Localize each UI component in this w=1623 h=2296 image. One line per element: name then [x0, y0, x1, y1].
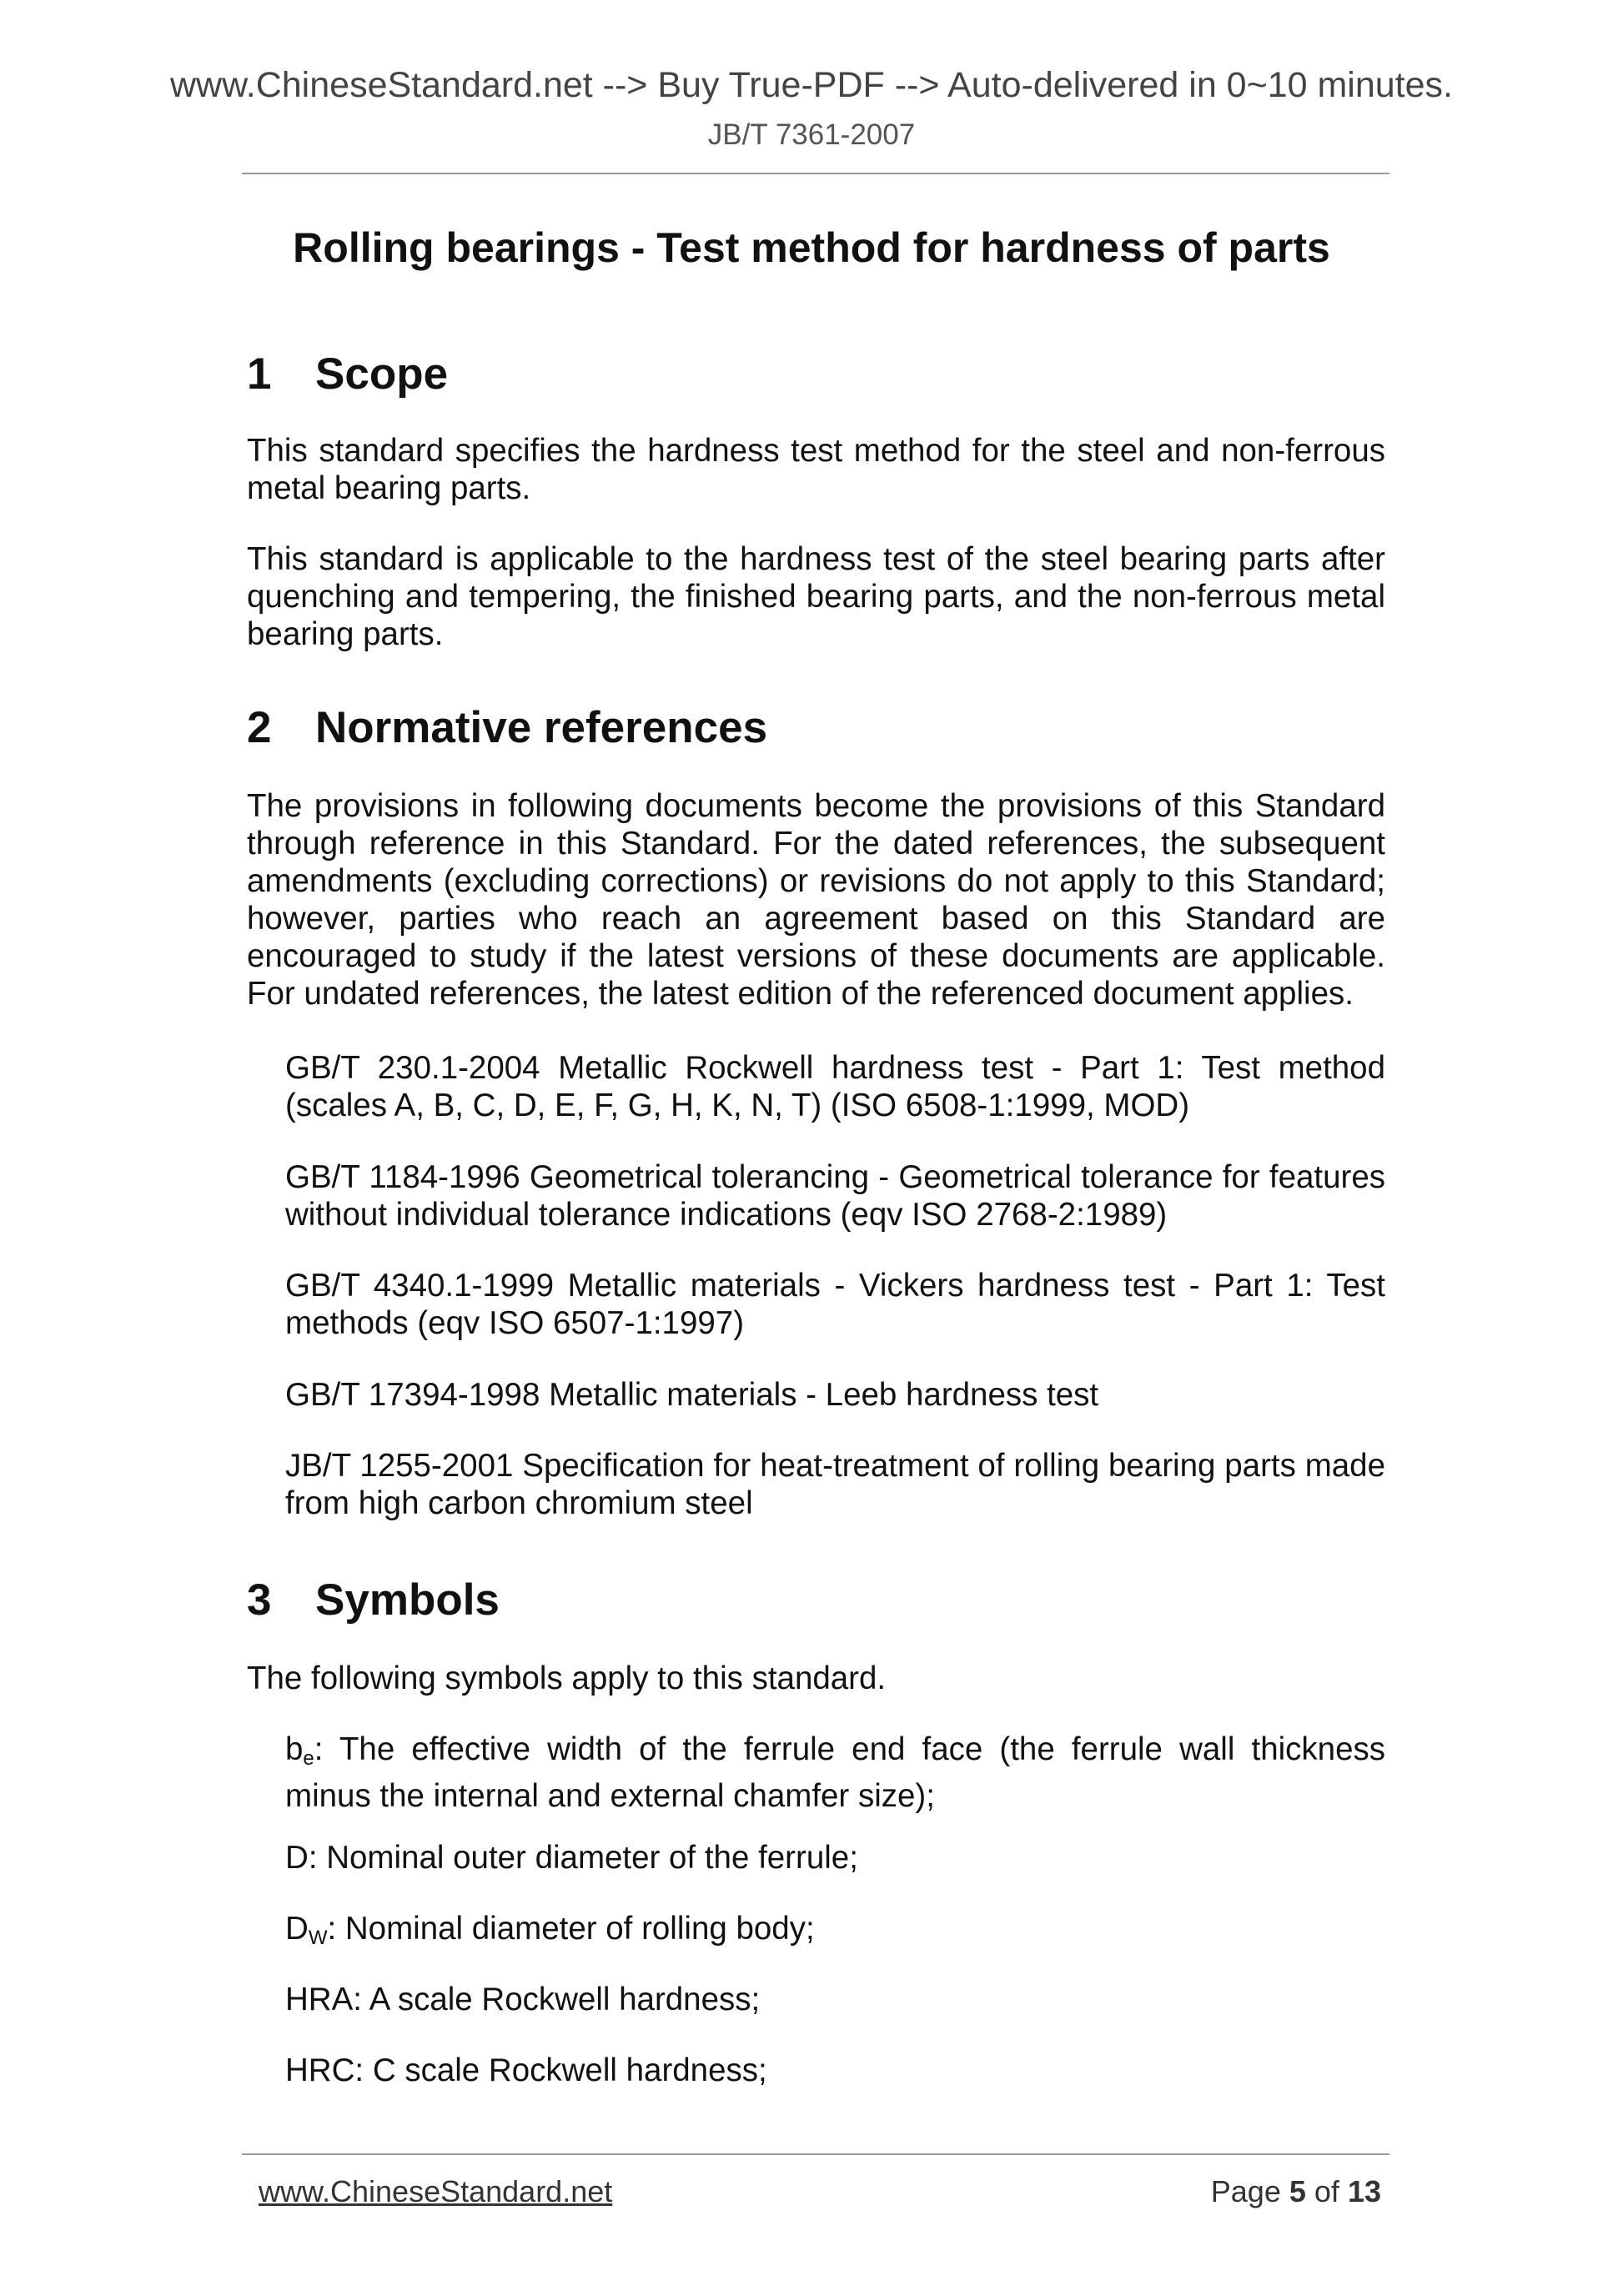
footer-website-link[interactable]: www.ChineseStandard.net [259, 2174, 613, 2208]
page-number [1211, 2174, 1381, 2209]
reference-item: GB/T 17394-1998 Metallic materials - Leeb hardness test [285, 1377, 1099, 1413]
paragraph: The provisions in following documents become the provisions of this Standard through reference in this Standard. For the dated references, the subsequent amendments (excluding corrections) or revisions do not apply to this Standard; however, parties who reach an agreement based on this Standard are encouraged to study if the latest versions of these documents are applicable. For undated references, the latest edition of the referenced document applies. [247, 788, 1385, 1012]
symbol-text: : A scale Rockwell hardness; [353, 1982, 761, 2017]
paragraph: This standard is applicable to the hardness test of the steel bearing parts after quenching and tempering, the finished bearing parts, and the non-ferrous metal bearing parts. [247, 541, 1385, 652]
symbol-definition [285, 1839, 1385, 1886]
paragraph: This standard specifies the hardness test method for the steel and non-ferrous metal bearing parts. [247, 433, 1385, 506]
symbol-base: HRC [285, 2052, 355, 2088]
document-title: Rolling bearings - Test method for hardness of parts [293, 224, 1330, 271]
symbol-base: HRA [285, 1982, 354, 2017]
reference-item: GB/T 230.1-2004 Metallic Rockwell hardness test - Part 1: Test method (scales A, B, C, D, E, F, G, H, K, N, T) (ISO 6508-1:1999, MOD) [285, 1050, 1385, 1123]
header-standard-code: JB/T 7361-2007 [707, 118, 916, 151]
section-number: 2 [247, 703, 272, 752]
symbol-subscript: e [303, 1747, 314, 1770]
symbol-subscript: W [308, 1927, 328, 1949]
symbol-text: : C scale Rockwell hardness; [354, 2052, 767, 2088]
header-banner: www.ChineseStandard.net --> Buy True-PDF --> Auto-delivered in 0~10 minutes. [169, 65, 1453, 105]
symbol-definition [285, 1981, 1385, 2027]
page-current: 5 [1289, 2174, 1306, 2208]
symbol-definition [285, 2052, 1385, 2098]
reference-item: JB/T 1255-2001 Specification for heat-treatment of rolling bearing parts made from high carbon chromium steel [285, 1448, 1385, 1521]
page-word: Page [1210, 2174, 1281, 2208]
symbol-base: b [285, 1731, 304, 1767]
section-title: Scope [315, 349, 449, 399]
section-title: Normative references [315, 703, 768, 752]
symbol-definition [285, 1910, 1385, 1957]
section-heading-normative-references [247, 702, 767, 753]
page-total: 13 [1347, 2174, 1381, 2208]
header-divider [242, 173, 1389, 174]
footer-divider [242, 2153, 1389, 2155]
section-number: 1 [247, 349, 272, 399]
symbol-base: D [285, 1840, 309, 1876]
symbol-text: : The effective width of the ferrule end face (the ferrule wall thickness minus the internal and external chamfer size); [285, 1731, 1385, 1814]
reference-item: GB/T 1184-1996 Geometrical tolerancing - Geometrical tolerance for features without individual tolerance indications (eqv ISO 2768-2:1989) [285, 1159, 1385, 1233]
symbol-base: D [285, 1911, 309, 1947]
symbol-definition [285, 1731, 1385, 1815]
symbol-text: : Nominal outer diameter of the ferrule; [308, 1840, 858, 1876]
paragraph: The following symbols apply to this standard. [247, 1660, 887, 1696]
section-heading-symbols [247, 1575, 500, 1625]
section-heading-scope [247, 349, 448, 399]
section-title: Symbols [315, 1575, 500, 1625]
page-of: of [1314, 2174, 1339, 2208]
reference-item: GB/T 4340.1-1999 Metallic materials - Vickers hardness test - Part 1: Test methods (eqv ISO 6507-1:1997) [285, 1268, 1385, 1341]
symbol-text: : Nominal diameter of rolling body; [327, 1911, 815, 1947]
section-number: 3 [247, 1575, 272, 1625]
